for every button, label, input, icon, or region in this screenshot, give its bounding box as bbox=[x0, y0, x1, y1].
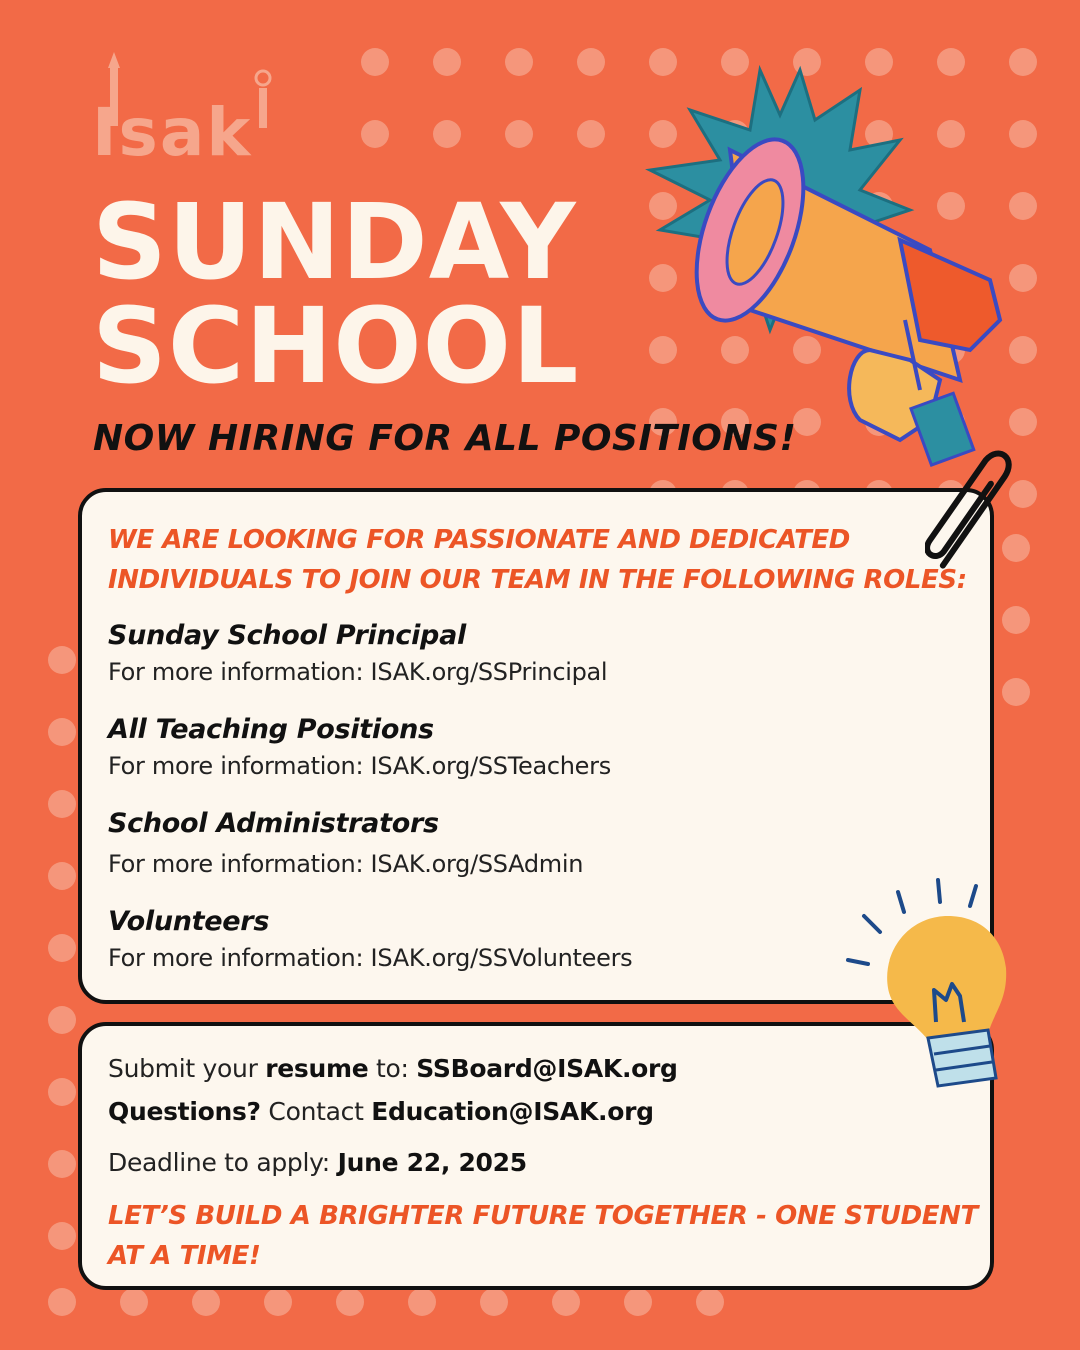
decorative-dot bbox=[433, 120, 461, 148]
lightbulb-icon bbox=[838, 872, 1028, 1092]
decorative-dot bbox=[192, 1288, 220, 1316]
decorative-dot bbox=[264, 1288, 292, 1316]
deadline-date: June 22, 2025 bbox=[337, 1148, 527, 1177]
decorative-dot bbox=[48, 1150, 76, 1178]
deadline-label: Deadline to apply: bbox=[108, 1148, 338, 1177]
role-title: Sunday School Principal bbox=[108, 620, 466, 651]
decorative-dot bbox=[48, 790, 76, 818]
title-line-1: SUNDAY bbox=[92, 181, 577, 303]
role-info-link[interactable]: For more information: ISAK.org/SSTeachers bbox=[108, 752, 611, 780]
resume-line bbox=[108, 1052, 678, 1086]
roles-intro: WE ARE LOOKING FOR PASSIONATE AND DEDICATED INDIVIDUALS TO JOIN OUR TEAM IN THE FOLLOWING ROLES: bbox=[108, 525, 967, 595]
closing-message: LET’S BUILD A BRIGHTER FUTURE TOGETHER - ONE STUDENT AT A TIME! bbox=[108, 1201, 978, 1271]
decorative-dot bbox=[408, 1288, 436, 1316]
decorative-dot bbox=[1002, 606, 1030, 634]
role-title: All Teaching Positions bbox=[108, 714, 434, 745]
paperclip-icon bbox=[925, 440, 1015, 580]
megaphone-icon bbox=[600, 60, 1030, 490]
isak-logo: Isak bbox=[92, 94, 253, 171]
decorative-dot bbox=[48, 1288, 76, 1316]
resume-email-link[interactable]: SSBoard@ISAK.org bbox=[416, 1054, 678, 1083]
role-info-link[interactable]: For more information: ISAK.org/SSPrincipal bbox=[108, 658, 608, 686]
decorative-dot bbox=[361, 120, 389, 148]
role-info-link[interactable]: For more information: ISAK.org/SSAdmin bbox=[108, 850, 584, 878]
decorative-dot bbox=[552, 1288, 580, 1316]
role-info-link[interactable]: For more information: ISAK.org/SSVolunteers bbox=[108, 944, 633, 972]
decorative-dot bbox=[48, 646, 76, 674]
deadline-line bbox=[108, 1146, 527, 1180]
title-line-2: SCHOOL bbox=[92, 285, 580, 407]
decorative-dot bbox=[361, 48, 389, 76]
role-title: Volunteers bbox=[108, 906, 270, 937]
decorative-dot bbox=[48, 1006, 76, 1034]
decorative-dot bbox=[433, 48, 461, 76]
decorative-dot bbox=[480, 1288, 508, 1316]
hiring-subtitle: NOW HIRING FOR ALL POSITIONS! bbox=[93, 418, 797, 459]
questions-label: Questions? bbox=[108, 1097, 261, 1126]
resume-prefix: Submit your bbox=[108, 1054, 266, 1083]
role-title: School Administrators bbox=[108, 808, 439, 839]
decorative-dot bbox=[1002, 678, 1030, 706]
decorative-dot bbox=[336, 1288, 364, 1316]
decorative-dot bbox=[48, 1078, 76, 1106]
decorative-dot bbox=[624, 1288, 652, 1316]
decorative-dot bbox=[48, 934, 76, 962]
questions-line bbox=[108, 1095, 654, 1129]
decorative-dot bbox=[505, 48, 533, 76]
decorative-dot bbox=[48, 718, 76, 746]
decorative-dot bbox=[505, 120, 533, 148]
decorative-dot bbox=[696, 1288, 724, 1316]
resume-to: to: bbox=[368, 1054, 417, 1083]
questions-email-link[interactable]: Education@ISAK.org bbox=[371, 1097, 654, 1126]
decorative-dot bbox=[48, 1222, 76, 1250]
page-title bbox=[92, 181, 652, 407]
decorative-dot bbox=[120, 1288, 148, 1316]
decorative-dot bbox=[48, 862, 76, 890]
questions-contact: Contact bbox=[260, 1097, 372, 1126]
resume-word: resume bbox=[265, 1054, 369, 1083]
